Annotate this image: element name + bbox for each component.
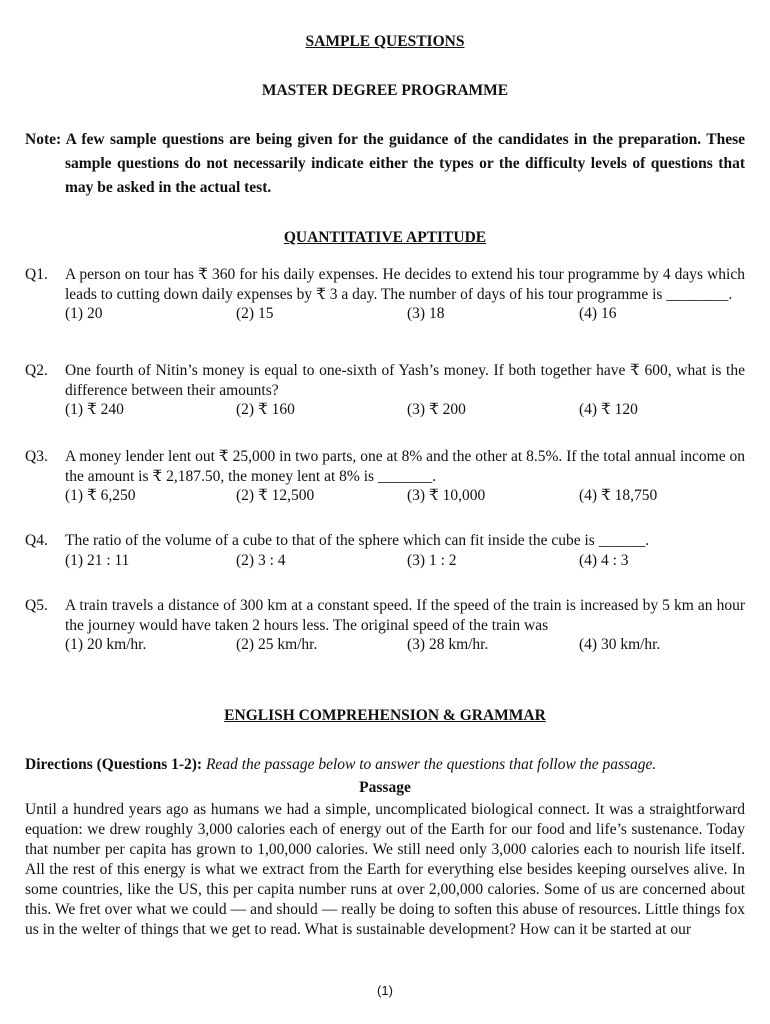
option: (3) 28 km/hr. [407,636,489,653]
question-text: The ratio of the volume of a cube to that of the sphere which can fit inside the cube is ______. [65,532,650,549]
quant-section-heading: QUANTITATIVE APTITUDE [283,229,487,246]
option: (3) ₹ 10,000 [407,487,486,504]
option: (1) 20 [65,305,103,322]
page-title: SAMPLE QUESTIONS [305,33,465,50]
question-number: Q4. [25,532,48,549]
programme-title: MASTER DEGREE PROGRAMME [261,82,509,99]
question-number: Q1. [25,266,48,283]
option: (2) 3 : 4 [236,551,286,569]
directions-line [25,756,745,774]
question-text: One fourth of Nitin’s money is equal to one-sixth of Yash’s money. If both together have ₹ 600, what is the difference between their amounts? [65,362,745,399]
option: (4) 16 [579,305,617,322]
option: (1) ₹ 6,250 [65,487,136,504]
option: (1) 21 : 11 [65,551,130,569]
option: (1) 20 km/hr. [65,636,147,653]
question-q3 [25,447,745,506]
question-number: Q3. [25,448,48,465]
question-q1 [25,265,745,324]
english-section-heading: ENGLISH COMPREHENSION & GRAMMAR [224,707,546,724]
question-text: A person on tour has ₹ 360 for his daily expenses. He decides to extend his tour programme by 4 days which leads to cutting down daily expenses by ₹ 3 a day. The number of days of his tour programme is ________. [65,266,745,303]
option: (4) ₹ 120 [579,401,638,418]
option: (4) ₹ 18,750 [579,487,658,504]
directions-label: Directions (Questions 1-2): [25,756,203,773]
question-text: A train travels a distance of 300 km at a constant speed. If the speed of the train is increased by 5 km an hour the journey would have taken 2 hours less. The original speed of the train was [65,597,745,634]
option: (2) 25 km/hr. [236,636,318,653]
passage-heading: Passage [359,779,411,796]
option: (3) ₹ 200 [407,401,466,418]
question-number: Q2. [25,362,48,379]
question-number: Q5. [25,597,48,614]
question-text: A money lender lent out ₹ 25,000 in two parts, one at 8% and the other at 8.5%. If the total annual income on the amount is ₹ 2,187.50, the money lent at 8% is _______. [65,448,745,485]
options-row [65,304,745,324]
options-row [65,635,745,655]
options-row [65,551,745,571]
option: (4) 30 km/hr. [579,636,661,653]
option: (4) 4 : 3 [579,551,629,569]
option: (3) 1 : 2 [407,551,457,569]
note-paragraph: Note: A few sample questions are being given for the guidance of the candidates in the preparation. These sample questions do not necessarily indicate either the types or the difficulty levels of questions that may be asked in the actual test. [25,131,745,196]
option: (1) ₹ 240 [65,401,124,418]
question-q5 [25,596,745,655]
options-row [65,400,745,420]
passage-text: Until a hundred years ago as humans we had a simple, uncomplicated biological connect. It was a straightforward equation: we drew roughly 3,000 calories each of energy out of the Earth for our food and life’s sustenance. Today that number per capita has grown to 1,00,000 calories. We still need only 3,000 calories each to nourish life itself. All the rest of this energy is what we extract from the Earth for everything else besides keeping ourselves alive. In some countries, like the US, this per capita number runs at over 2,00,000 calories. Some of us are concerned about this. We fret over what we could — and should — really be doing to soften this abuse of resources. Little things fox us in the welter of things that we get to read. What is sustainable development? How can it be started at our [25,801,745,938]
option: (2) ₹ 160 [236,401,295,418]
option: (2) 15 [236,305,274,322]
option: (3) 18 [407,305,445,322]
question-q4 [25,531,745,571]
question-q2 [25,361,745,420]
option: (2) ₹ 12,500 [236,487,315,504]
options-row [65,486,745,506]
page-number: (1) [377,983,393,998]
directions-text: Read the passage below to answer the questions that follow the passage. [205,756,657,773]
